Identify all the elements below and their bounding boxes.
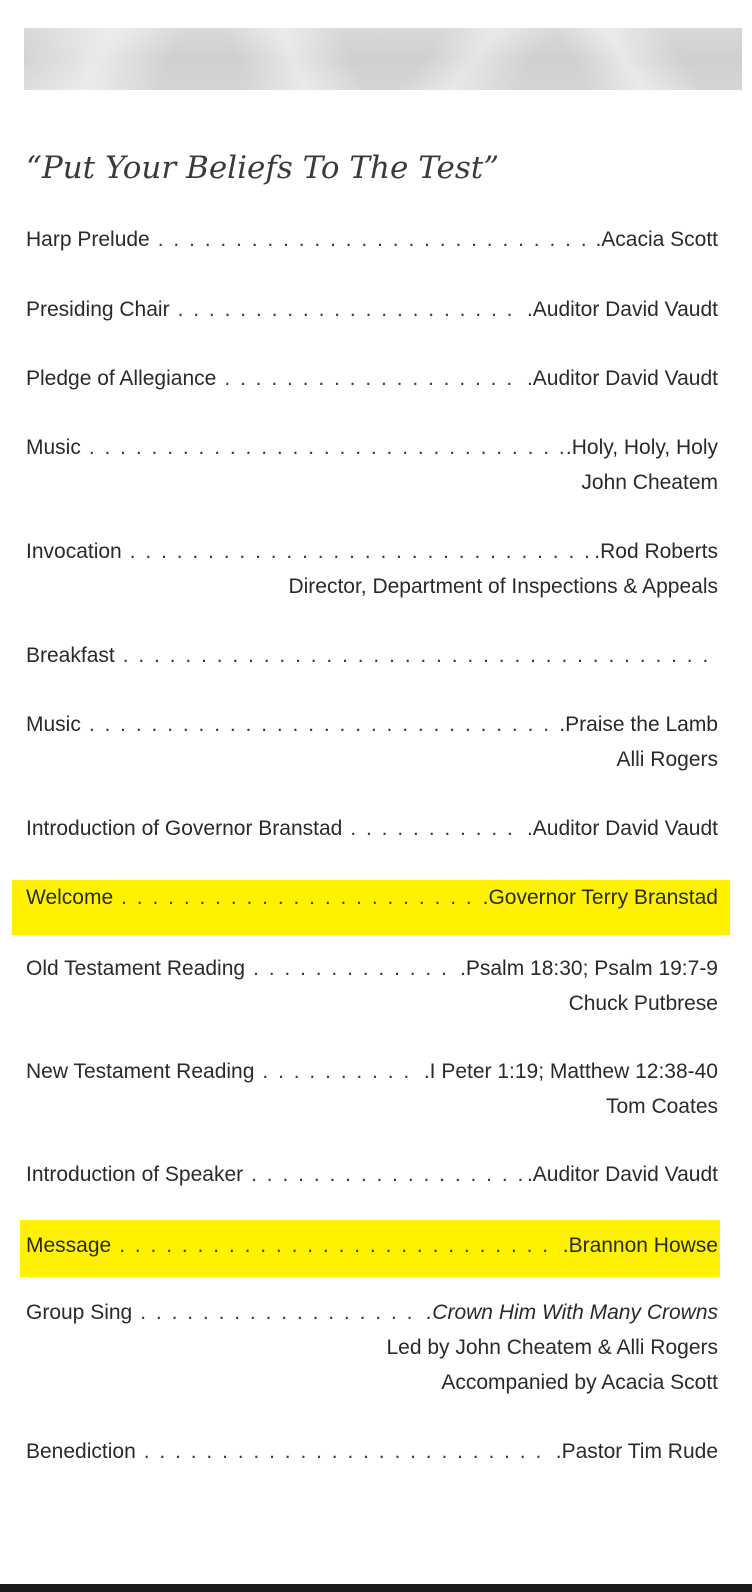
entry-detail: Director, Department of Inspections & Appeals	[288, 575, 718, 598]
entry-name: .Acacia Scott	[595, 228, 718, 251]
program-entry-welcome	[26, 880, 718, 915]
dot-leader	[89, 707, 556, 742]
dot-leader	[123, 638, 715, 673]
program-entry-harp-prelude	[26, 222, 718, 257]
entry-name: .Auditor David Vaudt	[526, 298, 718, 321]
program-entry-invocation	[26, 534, 718, 604]
program-entry-music-1	[26, 430, 718, 500]
entry-role: Introduction of Speaker	[26, 1163, 244, 1186]
program-entry-old-testament	[26, 951, 718, 1021]
bottom-edge-bar	[0, 1584, 752, 1592]
dot-leader	[158, 222, 593, 257]
dot-leader	[119, 1228, 560, 1263]
entry-role: Pledge of Allegiance	[26, 367, 217, 390]
entry-detail: Accompanied by Acacia Scott	[441, 1371, 718, 1394]
entry-name: .Pastor Tim Rude	[555, 1440, 718, 1463]
dot-leader	[224, 361, 524, 396]
entry-role: Invocation	[26, 540, 122, 563]
entry-role: Music	[26, 713, 81, 736]
program-entry-intro-governor	[26, 811, 718, 846]
entry-name: .Brannon Howse	[562, 1234, 718, 1257]
entry-detail: Chuck Putbrese	[568, 992, 718, 1015]
entry-detail: Alli Rogers	[616, 748, 718, 771]
program-entry-benediction	[26, 1434, 718, 1469]
program-entry-group-sing	[26, 1295, 718, 1400]
dot-leader	[121, 880, 479, 915]
entry-role: Old Testament Reading	[26, 957, 246, 980]
dot-leader	[140, 1295, 423, 1330]
dot-leader	[178, 292, 524, 327]
entry-detail: Tom Coates	[605, 1095, 718, 1118]
entry-name: .I Peter 1:19; Matthew 12:38-40	[423, 1060, 718, 1083]
entry-role: Benediction	[26, 1440, 136, 1463]
entry-detail: John Cheatem	[581, 471, 718, 494]
entry-role: Music	[26, 436, 81, 459]
entry-name: .Auditor David Vaudt	[526, 367, 718, 390]
program-entry-breakfast	[26, 638, 718, 673]
entry-name: .Governor Terry Branstad	[482, 886, 718, 909]
entry-name: .Praise the Lamb	[559, 713, 718, 736]
dot-leader	[89, 430, 563, 465]
entry-role: Breakfast	[26, 644, 115, 667]
entry-name: .Auditor David Vaudt	[526, 1163, 718, 1186]
entry-role: Message	[26, 1234, 112, 1257]
entry-role: New Testament Reading	[26, 1060, 255, 1083]
program-title: “Put Your Beliefs To The Test”	[26, 150, 500, 186]
dot-leader	[253, 951, 457, 986]
program-entry-presiding-chair	[26, 292, 718, 327]
entry-name: .Crown Him With Many Crowns	[426, 1301, 718, 1324]
dot-leader	[262, 1054, 420, 1089]
program-entry-new-testament	[26, 1054, 718, 1124]
program-entry-music-2	[26, 707, 718, 777]
header-marble-band	[24, 28, 742, 90]
entry-role: Group Sing	[26, 1301, 133, 1324]
program-entry-message	[26, 1228, 718, 1263]
program-entry-pledge	[26, 361, 718, 396]
entry-name: .Holy, Holy, Holy	[565, 436, 718, 459]
dot-leader	[251, 1157, 524, 1192]
entry-role: Welcome	[26, 886, 114, 909]
entry-name: .Rod Roberts	[594, 540, 718, 563]
entry-name: .Auditor David Vaudt	[526, 817, 718, 840]
entry-role: Harp Prelude	[26, 228, 150, 251]
program-entry-intro-speaker	[26, 1157, 718, 1192]
entry-role: Introduction of Governor Branstad	[26, 817, 343, 840]
dot-leader	[130, 534, 592, 569]
dot-leader	[144, 1434, 553, 1469]
entry-role: Presiding Chair	[26, 298, 170, 321]
entry-detail: Led by John Cheatem & Alli Rogers	[386, 1336, 718, 1359]
dot-leader	[350, 811, 524, 846]
entry-name: .Psalm 18:30; Psalm 19:7-9	[460, 957, 718, 980]
